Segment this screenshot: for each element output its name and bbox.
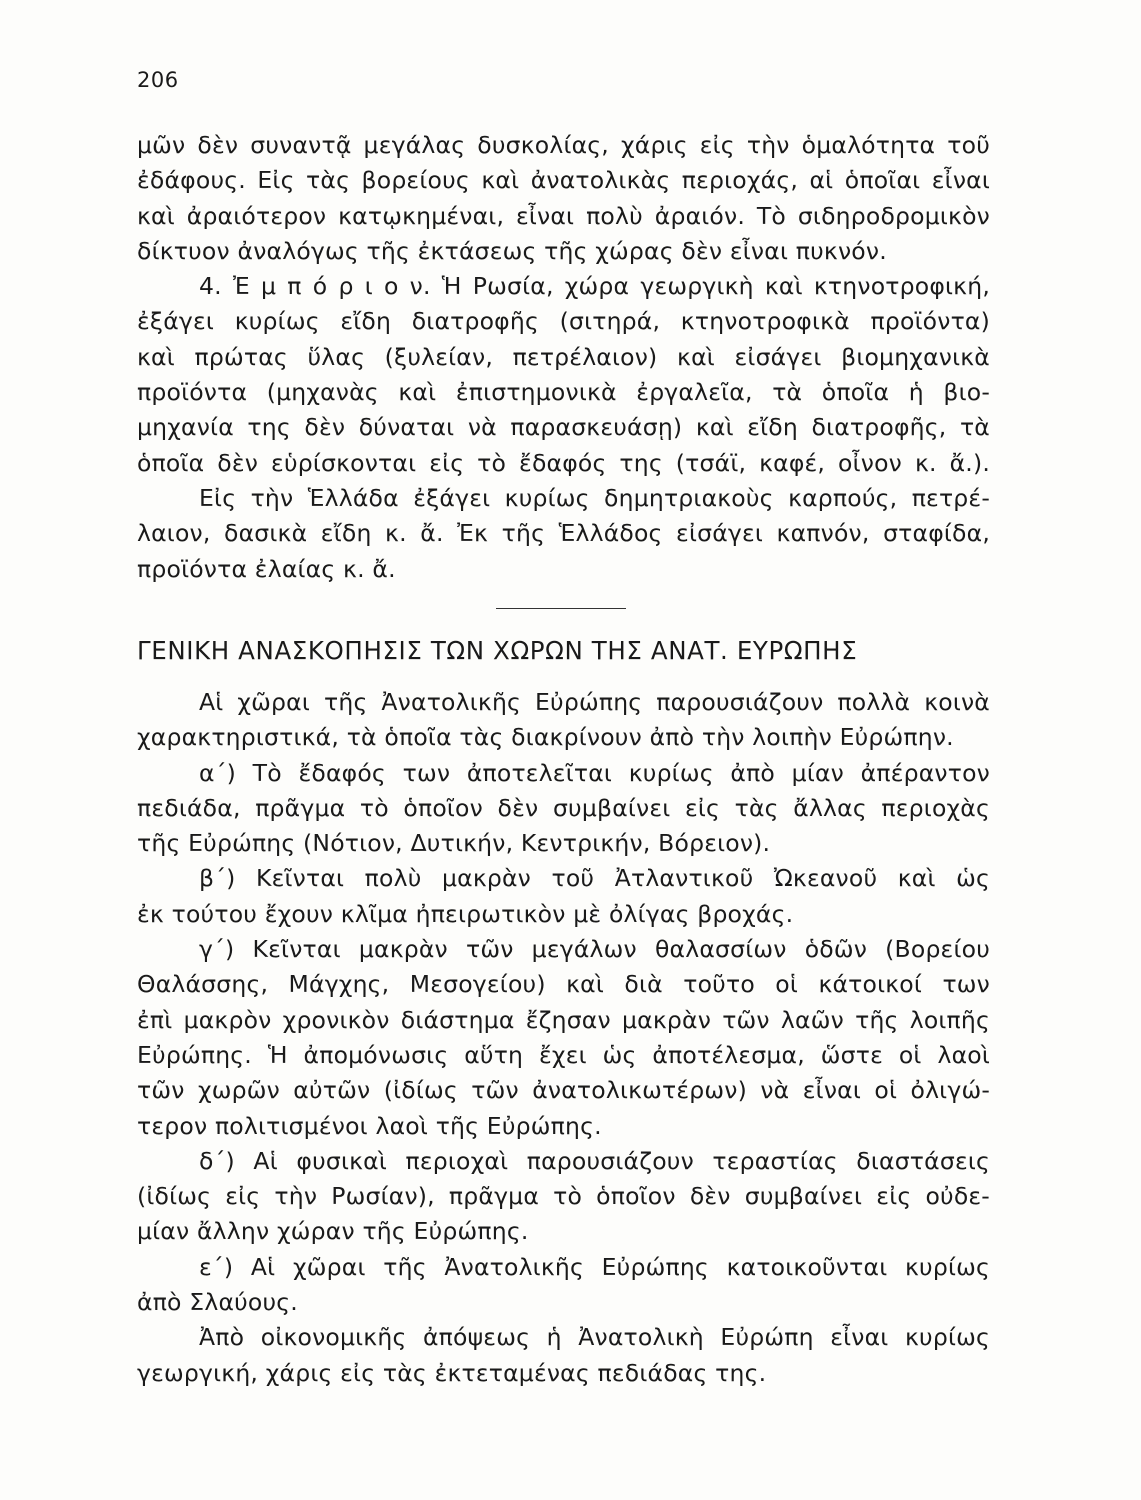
text-line: Ἀπὸ οἰκονομικῆς ἀπόψεως ἡ Ἀνατολικὴ Εὐρώπη εἶναι κυρίως xyxy=(199,1323,990,1352)
text-line: Θαλάσσης, Μάγχης, Μεσογείου) καὶ διὰ τοῦτο οἱ κάτοικοί των xyxy=(137,970,990,999)
text-line: Εὐρώπης. Ἡ ἀπομόνωσις αὕτη ἔχει ὡς ἀποτέλεσμα, ὥστε οἱ λαοὶ xyxy=(137,1040,990,1069)
text-line: ε΄) Αἱ χῶραι τῆς Ἀνατολικῆς Εὐρώπης κατοικοῦνται κυρίως xyxy=(199,1252,990,1281)
text-line: καὶ ἀραιότερον κατῳκημέναι, εἶναι πολὺ ἀραιόν. Τὸ σιδηροδρομικὸν xyxy=(137,201,990,230)
text-line: α΄) Τὸ ἔδαφός των ἀποτελεῖται κυρίως ἀπὸ μίαν ἀπέραντον xyxy=(199,758,990,787)
text-line: γεωργική, χάρις εἰς τὰς ἐκτεταμένας πεδιάδας της. xyxy=(137,1358,767,1387)
text-line: προϊόντα (μηχανὰς καὶ ἐπιστημονικὰ ἐργαλεῖα, τὰ ὁποῖα ἡ βιο- xyxy=(137,378,990,407)
section-heading: ΓΕΝΙΚΗ ΑΝΑΣΚΟΠΗΣΙΣ ΤΩΝ ΧΩΡΩΝ ΤΗΣ ΑΝΑΤ. ΕΥΡΩΠΗΣ xyxy=(137,636,858,665)
text-line: ἐξάγει κυρίως εἴδη διατροφῆς (σιτηρά, κτηνοτροφικὰ προϊόντα) xyxy=(137,307,990,336)
text-line: (ἰδίως εἰς τὴν Ρωσίαν), πρᾶγμα τὸ ὁποῖον δὲν συμβαίνει εἰς οὐδε- xyxy=(137,1182,990,1211)
top-text-block xyxy=(137,128,990,587)
text-line: 4. Ἐ μ π ό ρ ι ο ν. Ἡ Ρωσία, χώρα γεωργικὴ καὶ κτηνοτροφική, xyxy=(199,272,990,301)
text-line: ὁποῖα δὲν εὑρίσκονται εἰς τὸ ἔδαφός της (τσάϊ, καφέ, οἶνον κ. ἄ.). xyxy=(137,448,990,477)
text-line: ἐκ τούτου ἔχουν κλῖμα ἠπειρωτικὸν μὲ ὀλίγας βροχάς. xyxy=(137,899,794,928)
text-line: τῆς Εὐρώπης (Νότιον, Δυτικήν, Κεντρικήν, Βόρειον). xyxy=(137,829,771,858)
text-line: χαρακτηριστικά, τὰ ὁποῖα τὰς διακρίνουν ἀπὸ τὴν λοιπὴν Εὐρώπην. xyxy=(137,723,954,752)
text-line: λαιον, δασικὰ εἴδη κ. ἄ. Ἐκ τῆς Ἑλλάδος εἰσάγει καπνόν, σταφίδα, xyxy=(137,519,990,548)
main-text-block xyxy=(137,685,990,1391)
text-line: γ΄) Κεῖνται μακρὰν τῶν μεγάλων θαλασσίων ὁδῶν (Βορείου xyxy=(199,935,990,964)
text-line: δίκτυον ἀναλόγως τῆς ἐκτάσεως τῆς χώρας δὲν εἶναι πυκνόν. xyxy=(137,236,887,265)
text-line: μῶν δὲν συναντᾷ μεγάλας δυσκολίας, χάρις εἰς τὴν ὁμαλότητα τοῦ xyxy=(137,131,990,159)
text-line: μηχανία της δὲν δύναται νὰ παρασκευάσῃ) καὶ εἴδη διατροφῆς, τὰ xyxy=(137,413,990,442)
text-line: πεδιάδα, πρᾶγμα τὸ ὁποῖον δὲν συμβαίνει εἰς τὰς ἄλλας περιοχὰς xyxy=(137,793,990,822)
text-line: β΄) Κεῖνται πολὺ μακρὰν τοῦ Ἀτλαντικοῦ Ὠκεανοῦ καὶ ὡς xyxy=(199,864,990,893)
text-line: μίαν ἄλλην χώραν τῆς Εὐρώπης. xyxy=(137,1217,529,1246)
text-line: ἐδάφους. Εἰς τὰς βορείους καὶ ἀνατολικὰς περιοχάς, αἱ ὁποῖαι εἶναι xyxy=(137,166,990,195)
section-divider xyxy=(496,608,626,609)
page-number: 206 xyxy=(137,68,179,92)
text-line: Εἰς τὴν Ἑλλάδα ἐξάγει κυρίως δημητριακοὺς καρπούς, πετρέ- xyxy=(199,483,990,512)
text-line: καὶ πρώτας ὕλας (ξυλείαν, πετρέλαιον) καὶ εἰσάγει βιομηχανικὰ xyxy=(137,342,990,371)
text-line: τερον πολιτισμένοι λαοὶ τῆς Εὐρώπης. xyxy=(137,1111,602,1140)
text-line: Αἱ χῶραι τῆς Ἀνατολικῆς Εὐρώπης παρουσιάζουν πολλὰ κοινὰ xyxy=(199,688,990,716)
text-line: προϊόντα ἐλαίας κ. ἄ. xyxy=(137,554,396,583)
text-line: ἀπὸ Σλαύους. xyxy=(137,1288,298,1317)
text-line: ἐπὶ μακρὸν χρονικὸν διάστημα ἔζησαν μακρὰν τῶν λαῶν τῆς λοιπῆς xyxy=(137,1005,990,1034)
text-line: τῶν χωρῶν αὐτῶν (ἰδίως τῶν ἀνατολικωτέρων) νὰ εἶναι οἱ ὀλιγώ- xyxy=(137,1076,990,1105)
text-line: δ΄) Αἱ φυσικαὶ περιοχαὶ παρουσιάζουν τεραστίας διαστάσεις xyxy=(199,1146,990,1175)
